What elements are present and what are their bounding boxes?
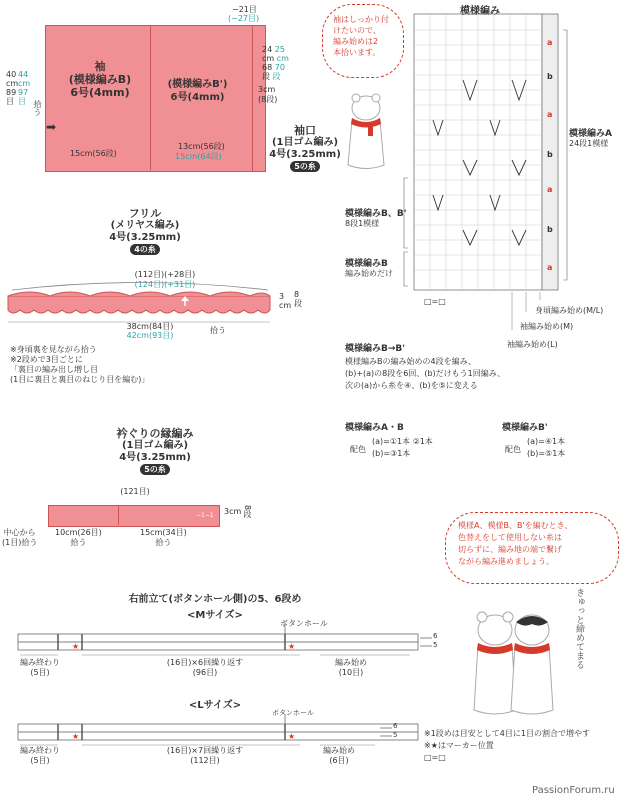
m-start: 編み始め (10目) bbox=[335, 658, 367, 677]
pattern-bb-sub: 8段1模様 bbox=[345, 219, 380, 228]
pattern-b-label: 模様編みB bbox=[345, 259, 388, 269]
m-marker-star-icon: ★ bbox=[72, 642, 80, 651]
neck-yarn-badge: 5の糸 bbox=[140, 464, 170, 475]
frill-bottom-pick: 拾う bbox=[210, 326, 226, 335]
colors-ab-label: 配色 bbox=[350, 445, 366, 454]
neck-label: 衿ぐりの縁編み (1目ゴム編み) 4号(3.25mm) 5の糸 bbox=[116, 427, 194, 474]
chart-start-ml: 身頃編み始め(M/L) bbox=[535, 306, 604, 315]
sleeve-bottom-left: 15cm(56段) bbox=[70, 149, 117, 158]
frill-bottom-teal: 42cm(93目) bbox=[126, 331, 174, 340]
sleeve-cuff-dims: 3cm (8段) bbox=[258, 85, 278, 104]
colors-b2-label: 配色 bbox=[505, 445, 521, 454]
m-end: 編み終わり (5目) bbox=[20, 658, 60, 677]
sleeve-left-dims: 40 cm 89 目 bbox=[6, 70, 19, 106]
l-marker-star-icon: ★ bbox=[72, 732, 80, 741]
pattern-a-sub: 24段1模様 bbox=[569, 139, 609, 148]
l-row5: 5 bbox=[393, 731, 398, 739]
frill-rows: 8 段 bbox=[294, 290, 302, 308]
frill-notes: ※身頃裏を見ながら拾う ※2段めで3目ごとに 「裏目の編み出し増し目 (1目に裏目と裏目のねじり目を編む)」 bbox=[10, 345, 150, 384]
chart-legend: □=□ bbox=[424, 297, 446, 306]
l-start: 編み始め (6目) bbox=[323, 746, 355, 765]
colors-b2-title: 模様編みB' bbox=[502, 423, 548, 433]
chart-title: 模様編み bbox=[460, 6, 500, 17]
pattern-bb-label: 模様編みB、B' bbox=[345, 209, 407, 219]
frill-top-count-teal: (124目)(+31目) bbox=[134, 280, 196, 289]
colors-b2-values: (a)=④1本 (b)=⑤1本 bbox=[527, 437, 566, 458]
pattern-b-sub: 編み始めだけ bbox=[345, 269, 393, 278]
neck-right: 15cm(34目) 拾う bbox=[140, 528, 187, 547]
front-band-title: 右前立て(ボタンホール側)の5、6段め bbox=[128, 594, 302, 605]
neck-height: 3cm bbox=[224, 507, 242, 516]
m-buttonhole-label: ボタンホール bbox=[280, 619, 328, 628]
pick-arrow-icon: ➡ bbox=[46, 120, 57, 134]
m-row6: 6 bbox=[433, 632, 438, 640]
footnotes: ※1段めは目安として4目に1目の割合で増やす ※★はマーカー位置 □=□ bbox=[424, 729, 590, 762]
m-repeat: (16目)×6回繰り返す (96目) bbox=[166, 658, 244, 677]
chart-start-m: 袖編み始め(M) bbox=[520, 322, 574, 331]
sleeve-right-label: (模様編みB') 6号(4mm) bbox=[167, 79, 228, 103]
neck-count: (121目) bbox=[120, 487, 150, 496]
m-marker-star-icon-2: ★ bbox=[288, 642, 296, 651]
frill-height: 3 cm bbox=[279, 292, 292, 310]
sleeve-bottom-right: 13cm(56段) bbox=[178, 142, 225, 151]
frill-label: フリル (メリヤス編み) 4号(3.25mm) 4の糸 bbox=[109, 207, 181, 254]
sleeve-left-pick: 拾う bbox=[33, 100, 42, 116]
l-row6: 6 bbox=[393, 722, 398, 730]
watermark: PassionForum.ru bbox=[532, 785, 615, 796]
bear-note-1: 袖はしっかり付 けたいので、 編み始めは2 本拾います。 bbox=[333, 15, 389, 57]
instructions-title: 模様編みB→B' bbox=[345, 344, 406, 354]
frill-bottom: 38cm(84目) bbox=[126, 322, 174, 331]
sleeve-right-dims: 24 25 cm cm 68 70 段 段 bbox=[262, 45, 289, 81]
instructions-body: 模様編みBの編み始めの4段を編み、 (b)+(a)の8段を6回、(b)だけもう1回編み、 次の(a)から糸を④、(b)を⑤に変える bbox=[345, 357, 506, 390]
neck-left: 10cm(26目) 拾う bbox=[55, 528, 102, 547]
l-end: 編み終わり (5目) bbox=[20, 746, 60, 765]
m-row5: 5 bbox=[433, 641, 438, 649]
cuff-yarn-badge: 5の糸 bbox=[290, 161, 320, 172]
sleeve-bottom-right-teal: 15cm(64段) bbox=[175, 152, 222, 161]
m-size-title: <Mサイズ> bbox=[187, 610, 243, 621]
sleeve-top-count-teal: (−27目) bbox=[228, 14, 260, 23]
l-size-title: <Lサイズ> bbox=[188, 700, 242, 711]
neck-center: 中心から (1目)拾う bbox=[2, 528, 38, 547]
colors-ab-values: (a)=①1本 ②1本 (b)=③1本 bbox=[372, 437, 433, 458]
l-marker-star-icon-2: ★ bbox=[288, 732, 296, 741]
frill-yarn-badge: 4の糸 bbox=[130, 244, 160, 255]
sleeve-top-count: −21目 bbox=[232, 5, 257, 14]
l-buttonhole-label: ボタンホール bbox=[272, 709, 314, 717]
cuff-label: 袖口 (1目ゴム編み) 4号(3.25mm) 5の糸 bbox=[269, 124, 341, 171]
handwriting: きゅっと締めてまる bbox=[574, 588, 584, 669]
chart-start-l: 袖編み始め(L) bbox=[507, 340, 558, 349]
neck-rib-symbol: −1−1 bbox=[196, 512, 214, 519]
bear-note-2: 模様A、模様B、B'を編むとき、 色替えをして使用しない糸は 切らずに、編み地の端で繋げ ながら編み進めましょう。 bbox=[458, 521, 573, 566]
pattern-a-label: 模様編みA bbox=[569, 129, 612, 139]
sleeve-left-label: 袖 (模様編みB) 6号(4mm) bbox=[68, 60, 132, 99]
frill-top-count: (112目)(+28目) bbox=[134, 270, 196, 279]
sleeve-left-dims-teal: 44 cm 97 目 bbox=[18, 70, 31, 106]
l-repeat: (16目)×7回繰り返す (112目) bbox=[166, 746, 244, 765]
neck-rows: 8段 bbox=[243, 505, 252, 519]
colors-ab-title: 模様編みA・B bbox=[345, 423, 404, 433]
